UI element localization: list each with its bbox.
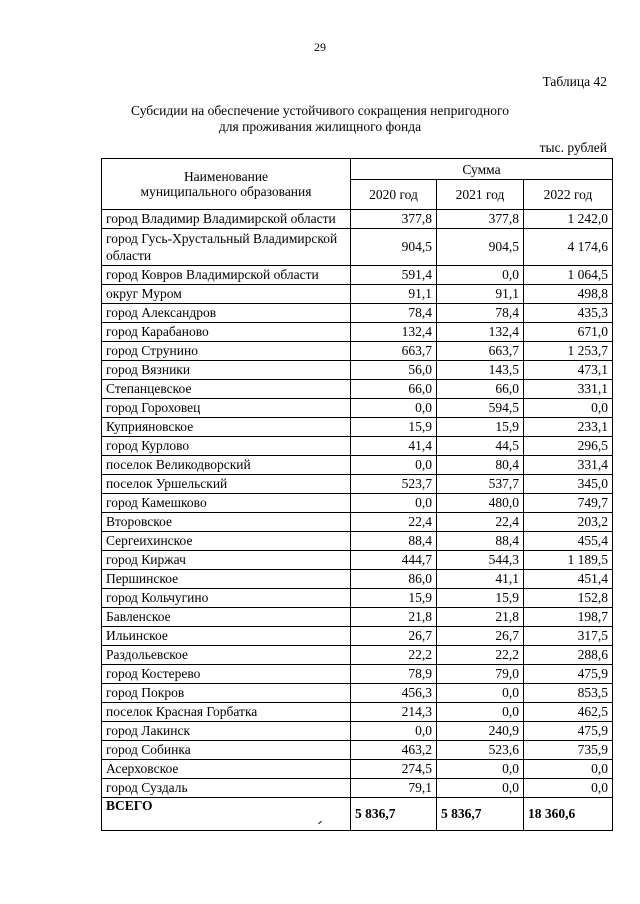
table-row: [102, 646, 613, 665]
value-2020: 663,7: [351, 342, 437, 361]
municipality-name: поселок Красная Горбатка: [102, 703, 351, 722]
table-row: [102, 570, 613, 589]
value-2022: 0,0: [524, 760, 613, 779]
column-header-name-line-1: Наименование: [183, 169, 269, 184]
value-2022: 749,7: [524, 494, 613, 513]
value-2021: 904,5: [437, 229, 524, 266]
table-row: [102, 703, 613, 722]
value-2020: 88,4: [351, 532, 437, 551]
value-2020: 91,1: [351, 285, 437, 304]
value-2022: 331,1: [524, 380, 613, 399]
value-2020: 78,9: [351, 665, 437, 684]
value-2021: 143,5: [437, 361, 524, 380]
table-row: [102, 399, 613, 418]
value-2021: 15,9: [437, 418, 524, 437]
column-header-name: [102, 159, 351, 210]
municipality-name: город Ковров Владимирской области: [102, 266, 351, 285]
table-row: [102, 779, 613, 798]
value-2022: 288,6: [524, 646, 613, 665]
value-2020: 22,4: [351, 513, 437, 532]
value-2020: 0,0: [351, 399, 437, 418]
municipality-name: город Владимир Владимирской области: [102, 210, 351, 229]
value-2021: 594,5: [437, 399, 524, 418]
document-title-line-2: для проживания жилищного фонда: [218, 119, 422, 134]
municipality-name: город Вязники: [102, 361, 351, 380]
value-2020: 132,4: [351, 323, 437, 342]
table-row: [102, 361, 613, 380]
column-header-2022: 2022 год: [524, 180, 613, 210]
municipality-name: Степанцевское: [102, 380, 351, 399]
value-2022: 198,7: [524, 608, 613, 627]
total-2020: 5 836,7: [351, 798, 437, 831]
value-2020: 41,4: [351, 437, 437, 456]
table-row: [102, 627, 613, 646]
municipality-name: город Собинка: [102, 741, 351, 760]
value-2021: 663,7: [437, 342, 524, 361]
municipality-name: город Киржач: [102, 551, 351, 570]
column-header-sum: Сумма: [351, 159, 613, 180]
value-2020: 26,7: [351, 627, 437, 646]
value-2021: 44,5: [437, 437, 524, 456]
value-2022: 1 064,5: [524, 266, 613, 285]
value-2021: 26,7: [437, 627, 524, 646]
value-2020: 79,1: [351, 779, 437, 798]
column-header-2021: 2021 год: [437, 180, 524, 210]
municipality-name: город Камешково: [102, 494, 351, 513]
table-row: [102, 760, 613, 779]
value-2021: 480,0: [437, 494, 524, 513]
column-header-name-line-2: муниципального образования: [140, 184, 312, 199]
value-2020: 0,0: [351, 494, 437, 513]
value-2022: 475,9: [524, 722, 613, 741]
value-2020: 86,0: [351, 570, 437, 589]
value-2020: 377,8: [351, 210, 437, 229]
value-2020: 15,9: [351, 589, 437, 608]
units-label: тыс. рублей: [539, 140, 607, 155]
value-2022: 4 174,6: [524, 229, 613, 266]
municipality-name: город Александров: [102, 304, 351, 323]
table-row: [102, 741, 613, 760]
value-2021: 0,0: [437, 266, 524, 285]
municipality-name: Першинское: [102, 570, 351, 589]
value-2020: 444,7: [351, 551, 437, 570]
value-2022: 331,4: [524, 456, 613, 475]
municipality-name: округ Муром: [102, 285, 351, 304]
municipality-name: город Кольчугино: [102, 589, 351, 608]
value-2022: 435,3: [524, 304, 613, 323]
value-2021: 132,4: [437, 323, 524, 342]
value-2022: 1 189,5: [524, 551, 613, 570]
value-2020: 78,4: [351, 304, 437, 323]
value-2021: 91,1: [437, 285, 524, 304]
municipality-name: город Карабаново: [102, 323, 351, 342]
value-2020: 591,4: [351, 266, 437, 285]
value-2021: 0,0: [437, 760, 524, 779]
table-row: [102, 589, 613, 608]
value-2020: 15,9: [351, 418, 437, 437]
table-row: [102, 342, 613, 361]
table-row: [102, 380, 613, 399]
table-row: [102, 475, 613, 494]
column-header-2020: 2020 год: [351, 180, 437, 210]
table-header: [102, 159, 613, 210]
value-2022: 451,4: [524, 570, 613, 589]
value-2021: 0,0: [437, 703, 524, 722]
value-2022: 475,9: [524, 665, 613, 684]
value-2021: 66,0: [437, 380, 524, 399]
value-2021: 21,8: [437, 608, 524, 627]
municipality-name: Второвское: [102, 513, 351, 532]
value-2022: 345,0: [524, 475, 613, 494]
table-row: [102, 285, 613, 304]
value-2020: 214,3: [351, 703, 437, 722]
municipality-name: поселок Великодворский: [102, 456, 351, 475]
value-2022: 671,0: [524, 323, 613, 342]
value-2020: 463,2: [351, 741, 437, 760]
table-row: [102, 229, 613, 266]
table-row: [102, 665, 613, 684]
municipality-name: город Гороховец: [102, 399, 351, 418]
value-2022: 455,4: [524, 532, 613, 551]
value-2020: 21,8: [351, 608, 437, 627]
municipality-name: город Струнино: [102, 342, 351, 361]
value-2022: 853,5: [524, 684, 613, 703]
value-2021: 78,4: [437, 304, 524, 323]
municipality-name: Бавленское: [102, 608, 351, 627]
municipality-name: Асерховское: [102, 760, 351, 779]
table-row: [102, 266, 613, 285]
value-2022: 473,1: [524, 361, 613, 380]
value-2021: 537,7: [437, 475, 524, 494]
municipality-name: город Костерево: [102, 665, 351, 684]
municipality-name: город Покров: [102, 684, 351, 703]
value-2020: 0,0: [351, 722, 437, 741]
municipality-name: Раздольевское: [102, 646, 351, 665]
table-row: [102, 551, 613, 570]
value-2022: 296,5: [524, 437, 613, 456]
document-title: [0, 103, 640, 135]
value-2020: 0,0: [351, 456, 437, 475]
value-2021: 88,4: [437, 532, 524, 551]
table-row: [102, 513, 613, 532]
value-2022: 233,1: [524, 418, 613, 437]
total-label-text: ВСЕГО: [106, 798, 153, 813]
table-row: [102, 323, 613, 342]
value-2021: 523,6: [437, 741, 524, 760]
table-row: [102, 608, 613, 627]
value-2021: 80,4: [437, 456, 524, 475]
value-2021: 22,2: [437, 646, 524, 665]
table-row: [102, 684, 613, 703]
municipality-name: Сергеихинское: [102, 532, 351, 551]
total-2022: 18 360,6: [524, 798, 613, 831]
value-2022: 498,8: [524, 285, 613, 304]
value-2021: 15,9: [437, 589, 524, 608]
value-2022: 735,9: [524, 741, 613, 760]
total-2021: 5 836,7: [437, 798, 524, 831]
municipality-name: Ильинское: [102, 627, 351, 646]
value-2022: 317,5: [524, 627, 613, 646]
value-2022: 1 242,0: [524, 210, 613, 229]
value-2022: 0,0: [524, 779, 613, 798]
table-label: Таблица 42: [542, 74, 607, 89]
value-2022: 152,8: [524, 589, 613, 608]
document-title-line-1: Субсидии на обеспечение устойчивого сокращения непригодного: [131, 103, 509, 118]
value-2020: 66,0: [351, 380, 437, 399]
value-2021: 0,0: [437, 779, 524, 798]
total-row-label: [102, 798, 351, 831]
total-row: [102, 798, 613, 831]
municipality-name: город Лакинск: [102, 722, 351, 741]
pen-mark: [318, 821, 322, 824]
value-2021: 41,1: [437, 570, 524, 589]
value-2022: 462,5: [524, 703, 613, 722]
table-row: [102, 437, 613, 456]
table-row: [102, 456, 613, 475]
value-2021: 544,3: [437, 551, 524, 570]
table-row: [102, 418, 613, 437]
municipality-name: Куприяновское: [102, 418, 351, 437]
table-body: [102, 210, 613, 798]
value-2021: 0,0: [437, 684, 524, 703]
subsidies-table: [101, 158, 613, 831]
table-row: [102, 304, 613, 323]
value-2021: 79,0: [437, 665, 524, 684]
table-row: [102, 532, 613, 551]
municipality-name: поселок Уршельский: [102, 475, 351, 494]
value-2022: 203,2: [524, 513, 613, 532]
page-number: 29: [314, 40, 326, 54]
value-2020: 274,5: [351, 760, 437, 779]
value-2020: 56,0: [351, 361, 437, 380]
table-row: [102, 722, 613, 741]
value-2021: 377,8: [437, 210, 524, 229]
municipality-name: город Гусь-Хрустальный Владимирской области: [102, 229, 351, 266]
value-2020: 904,5: [351, 229, 437, 266]
value-2020: 22,2: [351, 646, 437, 665]
municipality-name: город Суздаль: [102, 779, 351, 798]
value-2020: 456,3: [351, 684, 437, 703]
value-2021: 22,4: [437, 513, 524, 532]
value-2021: 240,9: [437, 722, 524, 741]
municipality-name: город Курлово: [102, 437, 351, 456]
table-row: [102, 210, 613, 229]
table-row: [102, 494, 613, 513]
value-2020: 523,7: [351, 475, 437, 494]
value-2022: 0,0: [524, 399, 613, 418]
value-2022: 1 253,7: [524, 342, 613, 361]
